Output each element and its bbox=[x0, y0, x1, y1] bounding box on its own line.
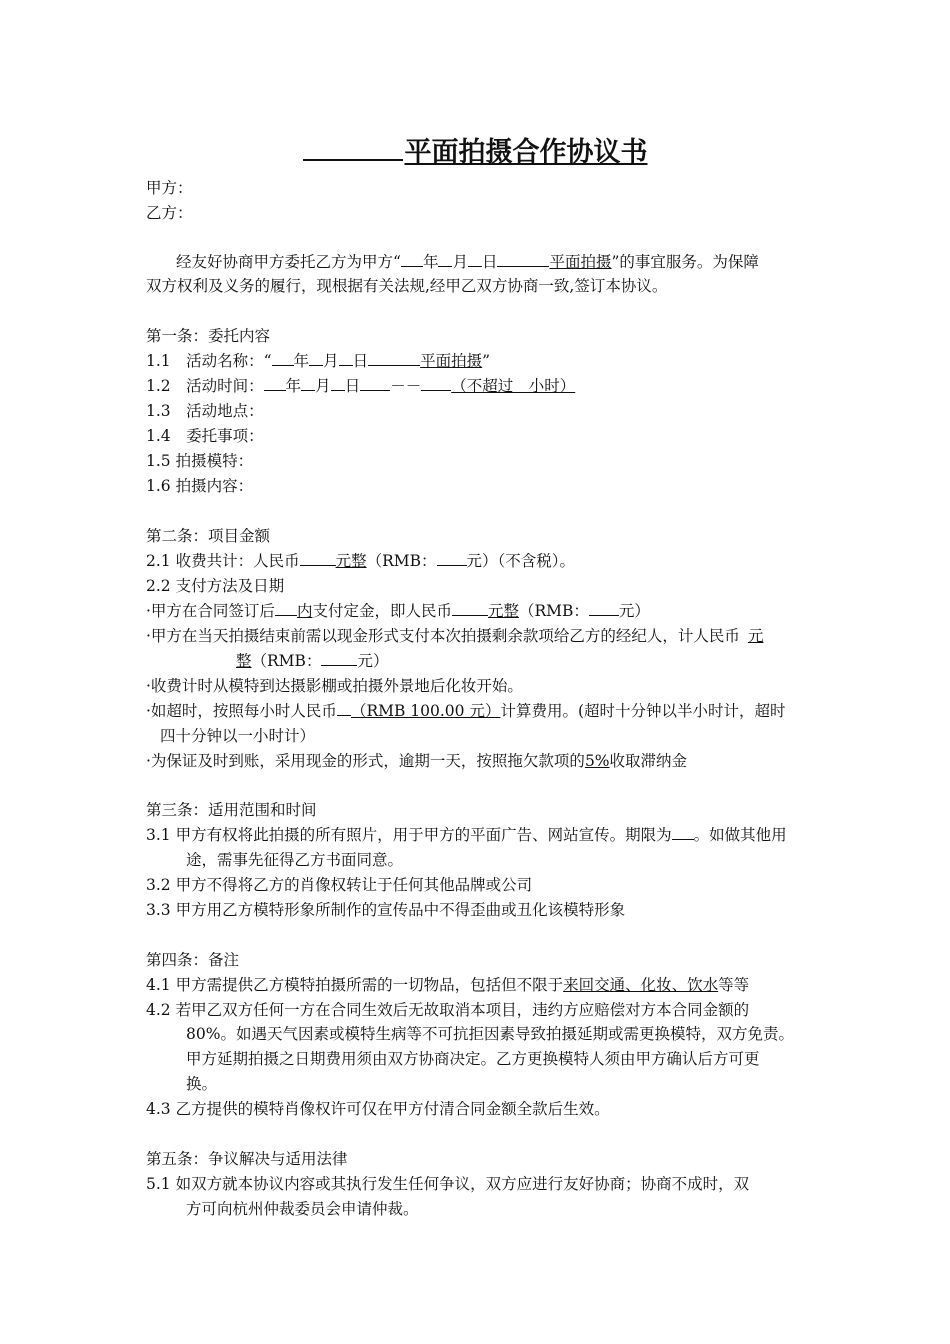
text: （RMB： bbox=[251, 652, 322, 670]
blank bbox=[438, 252, 452, 267]
text: 日 bbox=[352, 352, 369, 370]
text: 月 bbox=[315, 377, 331, 395]
article-1-heading: 第一条：委托内容 bbox=[146, 327, 271, 345]
blank bbox=[497, 252, 549, 267]
text: 收取滞纳金 bbox=[609, 752, 688, 770]
text: 3.1 甲方有权将此拍摄的所有照片，用于甲方的平面广告、网站宣传。期限为 bbox=[146, 826, 672, 844]
blank bbox=[339, 351, 353, 366]
text: 计算费用。(超时十分钟以半小时计，超时 bbox=[500, 702, 786, 720]
text: ·为保证及时到账，采用现金的形式，逾期一天，按照拖欠款项的 bbox=[146, 752, 585, 770]
bullet-2-2-3: ·收费计时从模特到达摄影棚或拍摄外景地后化妆开始。 bbox=[146, 677, 523, 695]
text: 元） bbox=[357, 652, 389, 670]
title-text: 平面拍摄合作协议书 bbox=[404, 137, 648, 168]
blank bbox=[321, 651, 357, 666]
text: 内 bbox=[296, 602, 313, 620]
blank bbox=[589, 601, 619, 616]
item-4-2-cont-2: 甲方延期拍摄之日期费用须由双方协商决定。乙方更换模特人须由甲方确认后方可更 bbox=[186, 1050, 760, 1068]
title-blank bbox=[303, 137, 403, 161]
blank bbox=[337, 701, 351, 716]
blank bbox=[468, 252, 482, 267]
blank bbox=[300, 551, 336, 566]
text: 年 bbox=[293, 352, 310, 370]
item-1-3: 1.3 活动地点： bbox=[146, 402, 264, 420]
article-3-heading: 第三条：适用范围和时间 bbox=[146, 801, 317, 819]
text: ·甲方在当天拍摄结束前需以现金形式支付本次拍摄剩余款项给乙方的经纪人，计人民币 bbox=[146, 627, 740, 645]
text: 经友好协商甲方委托乙方为甲方“ bbox=[176, 253, 401, 271]
bullet-2-2-5 bbox=[146, 751, 687, 771]
text: （不超过 小时） bbox=[451, 377, 576, 395]
article-2-heading: 第二条：项目金额 bbox=[146, 527, 271, 545]
text: 2.1 收费共计：人民币 bbox=[146, 552, 300, 570]
item-4-1 bbox=[146, 975, 749, 995]
text: （RMB 100.00 元） bbox=[350, 702, 501, 720]
article-5-heading: 第五条：争议解决与适用法律 bbox=[146, 1150, 348, 1168]
text: 月 bbox=[323, 352, 339, 370]
text: ·甲方在合同签订后 bbox=[146, 602, 275, 620]
text: 元 bbox=[747, 627, 764, 645]
item-2-1 bbox=[146, 551, 575, 571]
text: ” bbox=[482, 352, 491, 370]
text: 支付定金，即人民币 bbox=[312, 602, 452, 620]
item-1-6: 1.6 拍摄内容： bbox=[146, 477, 254, 495]
item-5-1: 5.1 如双方就本协议内容或其执行发生任何争议，双方应进行友好协商；协商不成时，双 bbox=[146, 1175, 750, 1193]
item-4-2-cont-3: 换。 bbox=[186, 1075, 218, 1093]
bullet-2-2-2-cont bbox=[236, 651, 388, 671]
blank bbox=[401, 252, 423, 267]
text: 4.1 甲方需提供乙方模特拍摄所需的一切物品，包括但不限于 bbox=[146, 976, 564, 994]
item-1-4: 1.4 委托事项： bbox=[146, 427, 264, 445]
bullet-2-2-1 bbox=[146, 601, 650, 621]
text: 元整 bbox=[335, 552, 367, 570]
text: ·如超时，按照每小时人民币 bbox=[146, 702, 337, 720]
blank bbox=[437, 551, 467, 566]
text: 年 bbox=[285, 377, 302, 395]
text: 等等 bbox=[718, 976, 750, 994]
blank bbox=[452, 601, 488, 616]
text: 1.1 活动名称：“ bbox=[146, 352, 272, 370]
text: －－ bbox=[390, 377, 422, 395]
intro-line-2: 双方权利及义务的履行，现根据有关法规,经甲乙双方协商一致,签订本协议。 bbox=[146, 277, 668, 295]
text: 日 bbox=[344, 377, 361, 395]
bullet-2-2-2 bbox=[146, 626, 763, 646]
blank bbox=[421, 376, 451, 391]
item-3-3: 3.3 甲方用乙方模特形象所制作的宣传品中不得歪曲或丑化该模特形象 bbox=[146, 901, 626, 919]
text: 平面拍摄 bbox=[549, 253, 612, 271]
text: 元） bbox=[618, 602, 650, 620]
blank bbox=[309, 351, 323, 366]
item-4-2: 4.2 若甲乙双方任何一方在合同生效后无故取消本项目，违约方应赔偿对方本合同金额的 bbox=[146, 1001, 750, 1019]
text: ”的事宜服务。为保障 bbox=[611, 253, 759, 271]
blank bbox=[360, 376, 390, 391]
text: （RMB： bbox=[366, 552, 437, 570]
bullet-2-2-4-cont: 四十分钟以一小时计） bbox=[160, 727, 316, 745]
text: 月 bbox=[452, 253, 468, 271]
text: 平面拍摄 bbox=[420, 352, 483, 370]
item-2-2: 2.2 支付方法及日期 bbox=[146, 577, 285, 595]
intro-line-1 bbox=[176, 252, 759, 272]
item-3-1-cont: 途，需事先征得乙方书面同意。 bbox=[186, 851, 404, 869]
item-1-5: 1.5 拍摄模特： bbox=[146, 452, 254, 470]
text: 元整 bbox=[487, 602, 519, 620]
item-5-1-cont: 方可向杭州仲裁委员会申请仲裁。 bbox=[186, 1200, 419, 1218]
item-4-2-cont-1: 80%。如遇天气因素或模特生病等不可抗拒因素导致拍摄延期或需更换模特，双方免责。 bbox=[186, 1025, 794, 1043]
text: 1.2 活动时间： bbox=[146, 377, 264, 395]
item-1-2 bbox=[146, 376, 575, 396]
item-3-2: 3.2 甲方不得将乙方的肖像权转让于任何其他品牌或公司 bbox=[146, 876, 533, 894]
text: 来回交通、化妆、饮水 bbox=[563, 976, 719, 994]
item-1-1 bbox=[146, 351, 490, 371]
party-b: 乙方： bbox=[146, 204, 193, 222]
blank bbox=[368, 351, 420, 366]
item-3-1 bbox=[146, 825, 787, 845]
item-4-3: 4.3 乙方提供的模特肖像权许可仅在甲方付清合同金额全款后生效。 bbox=[146, 1100, 610, 1118]
party-a: 甲方： bbox=[146, 179, 193, 197]
text: 元）（不含税）。 bbox=[466, 552, 576, 570]
article-4-heading: 第四条：备注 bbox=[146, 951, 240, 969]
blank bbox=[331, 376, 345, 391]
blank bbox=[672, 825, 694, 840]
text: （RMB： bbox=[518, 602, 589, 620]
blank bbox=[272, 351, 294, 366]
bullet-2-2-4 bbox=[146, 701, 786, 721]
text: 。如做其他用 bbox=[693, 826, 787, 844]
blank bbox=[275, 601, 297, 616]
document-title bbox=[0, 130, 950, 169]
blank bbox=[264, 376, 286, 391]
text: 5% bbox=[584, 752, 610, 770]
text: 年 bbox=[422, 253, 439, 271]
text: 整 bbox=[236, 652, 252, 670]
blank bbox=[301, 376, 315, 391]
text: 日 bbox=[481, 253, 498, 271]
